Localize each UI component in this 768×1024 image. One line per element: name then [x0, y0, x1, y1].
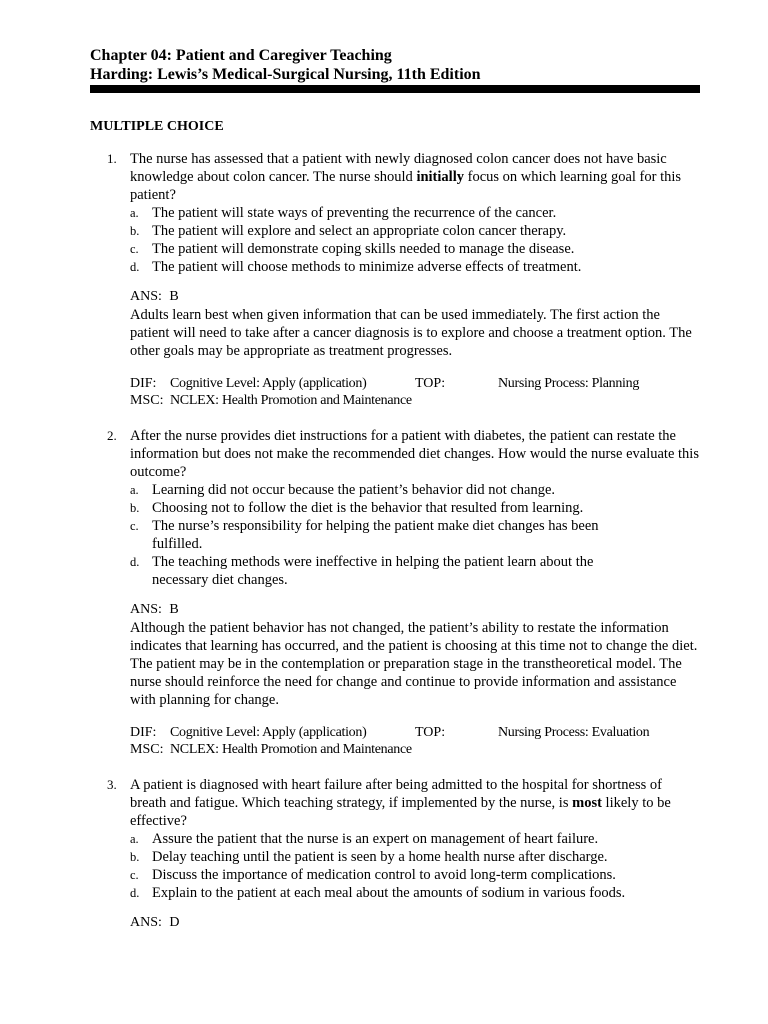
option-a: a. Assure the patient that the nurse is an expert on management of heart failure. [130, 831, 599, 847]
option-d: d. The patient will choose methods to minimize adverse effects of treatment. [130, 259, 582, 275]
chapter-title: Chapter 04: Patient and Caregiver Teaching [90, 47, 392, 64]
option-d: d. The teaching methods were ineffective in helping the patient learn about the necessary diet changes. [130, 554, 594, 588]
answer: ANS: B [130, 289, 179, 304]
option-a: a. Learning did not occur because the patient’s behavior did not change. [130, 482, 556, 498]
answer: ANS: D [130, 915, 180, 930]
option-d: d. Explain to the patient at each meal about the amounts of sodium in various foods. [130, 885, 626, 901]
question-number: 2. [107, 428, 117, 443]
option-c: c. Discuss the importance of medication control to avoid long-term complications. [130, 867, 616, 883]
option-c: c. The nurse’s responsibility for helping the patient make diet changes has been fulfilled. [130, 518, 599, 552]
option-b: b. The patient will explore and select an appropriate colon cancer therapy. [130, 223, 567, 239]
question-2 [90, 427, 700, 758]
option-b: b. Choosing not to follow the diet is the behavior that resulted from learning. [130, 500, 584, 516]
section-title: MULTIPLE CHOICE [90, 119, 224, 134]
question-stem: A patient is diagnosed with heart failure after being admitted to the hospital for shortness of breath and fatigue. Which teaching strategy, if implemented by the nurse, is most likely to be effective? [130, 777, 671, 829]
answer: ANS: B [130, 602, 179, 617]
rationale: Although the patient behavior has not changed, the patient’s ability to restate the information indicates that learning has occurred, and the patient is choosing at this time not to change the diet. The patient may be in the contemplation or preparation stage in the transtheoretical model. The nurse should reinforce the need for change and continue to provide information and assistance with planning for change. [130, 620, 698, 708]
question-number: 1. [107, 151, 117, 166]
question-metadata: DIF: Cognitive Level: Apply (application) TOP: Nursing Process: Planning MSC: NCLEX: Health Promotion and Maintenance [130, 376, 640, 408]
rationale: Adults learn best when given information that can be used immediately. The first action the patient will need to take after a cancer diagnosis is to explore and choose a treatment option. The other goals may be appropriate as treatment progresses. [130, 307, 692, 359]
question-stem: After the nurse provides diet instructions for a patient with diabetes, the patient can restate the information but does not make the recommended diet changes. How would the nurse evaluate this outcome? [130, 428, 699, 480]
question-list [90, 150, 700, 932]
option-b: b. Delay teaching until the patient is seen by a home health nurse after discharge. [130, 849, 608, 865]
document-page [90, 46, 700, 932]
question-metadata: DIF: Cognitive Level: Apply (application) TOP: Nursing Process: Evaluation MSC: NCLEX: Health Promotion and Maintenance [130, 725, 650, 757]
option-a: a. The patient will state ways of preventing the recurrence of the cancer. [130, 205, 557, 221]
option-c: c. The patient will demonstrate coping skills needed to manage the disease. [130, 241, 575, 257]
question-number: 3. [107, 777, 117, 792]
question-1 [90, 150, 700, 409]
book-title: Harding: Lewis’s Medical-Surgical Nursing, 11th Edition [90, 66, 481, 83]
question-stem: The nurse has assessed that a patient with newly diagnosed colon cancer does not have basic knowledge about colon cancer. The nurse should initially focus on which learning goal for this patient? [130, 151, 682, 203]
question-3 [90, 776, 700, 932]
header-rule [90, 85, 700, 93]
